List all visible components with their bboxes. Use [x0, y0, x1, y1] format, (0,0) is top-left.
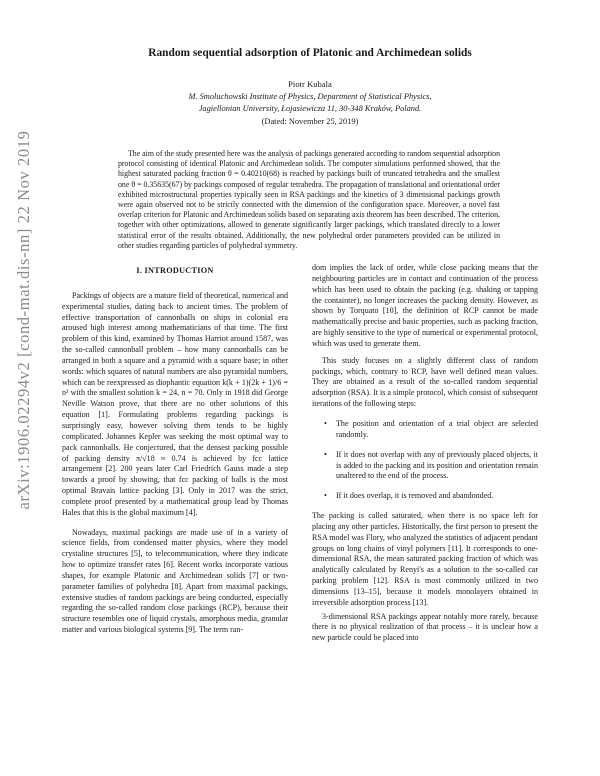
paper-title: Random sequential adsorption of Platonic and Archimedean solids	[148, 47, 472, 59]
intro-paragraph-3: dom implies the lack of order, while close packing means that the neighbouring particles are in contact and continuation of the process which has been used to obtain the packing (e.g. shaking or tapping the containter), no longer increases the packing density. However, as shown by Torquato [10], the definition of RCP cannot be made mathematically precise and basic properties, such as packing fraction, are highly sensitive to the type of numerical or experimental protocol, which was used to generate them.	[312, 263, 538, 348]
affiliation-line-2: Jagiellonian University, Łojasiewicza 11, 30-348 Kraków, Poland.	[198, 103, 422, 113]
section-heading: I. INTRODUCTION	[136, 266, 214, 275]
intro-paragraph-5: The packing is called saturated, when there is no space left for placing any other particles. Historically, the first person to present the RSA model was Flory, who analyzed the statistics of adjacent pendant groups on long chains of vinyl polymers [11]. It corresponds to one-dimensional RSA, the mean saturated packing fraction of which was analytically calculated by Renyi's as a solution to the so-called car parking problem [12]. RSA is most commonly utilized in two dimensions [13–15], because it models monolayers obtained in irreversible adsorption process [13].	[312, 511, 538, 607]
affiliation-line-1: M. Smoluchowski Institute of Physics, Department of Statistical Physics,	[188, 92, 432, 101]
rsa-steps-list	[312, 419, 538, 502]
date-line: (Dated: November 25, 2019)	[261, 117, 359, 126]
abstract: The aim of the study presented here was the analysis of packings generated according to random sequential adsorption protocol consisting of identical Platonic and Archimedean solids. The computer simulations performed showed, that the highest saturated packing fraction θ = 0.40210(68) is reached by packings built of truncated tetrahedra and the smallest one θ = 0.35635(67) by packings composed of regular tetrahedra. The propagation of translational and orientational order exhibited microstructural properties typically seen in RSA packings and the kinetics of 3 dimensional packings growth were again observed not to be strictly connected with the dimension of the configuration space. Moreover, a novel fast overlap criterion for Platonic and Archimedean solids based on separating axis theorem has been described. The criterion, together with other optimizations, allowed to generate significantly larger packings, which translated directly to a lower statistical error of the results obtained. Additionally, the new polyhedral order parameters provided can be utilized in other studies regarding particles of polyhedral symmetry.	[118, 149, 500, 250]
right-column	[312, 263, 538, 644]
arxiv-stamp-text: arXiv:1906.02294v2 [cond-mat.dis-nn] 22 Nov 2019	[14, 130, 33, 510]
intro-paragraph-4: This study focuses on a slightly different class of random packings, which, contrary to RCP, have well defined mean values. They are obtained as a result of the so-called random sequential adsorption (RSA). It is a simple protocol, which consist of subsequent iterations of the following steps:	[312, 355, 538, 409]
intro-paragraph-2: Nowadays, maximal packings are made use of in a variety of science fields, from condensed matter physics, where they model crystaline structures [5], to telecommunication, where they indicate how to optimize transfer rates [6]. Recent works incorporate various shapes, for example Platonic and Archimedean solids [7] or two-parameter families of polyhedra [8]. Apart from maximal packings, extensive studies of random packings are being conducted, especially regarding the so-called random close packings (RCP), because their structure resembles one of liquid crystals, amorphous media, granular matter and various biological systems [9]. The term ran-	[62, 527, 288, 635]
author-name: Piotr Kubala	[288, 79, 332, 89]
intro-paragraph-1: Packings of objects are a mature field of theoretical, numerical and experimental studies, dating back to ancient times. The problem of effective transportation of cannonballs on ships in colonial era aroused high interest among mathematicians of that time. The first problem of this kind, examined by Thomas Harriot around 1587, was the so-called cannonball problem – how many cannonballs can be arranged in both a square and a pyramid with a square base; in other words: which squares of natural numbers are also pyramidal numbers, which can be reexpressed as diophantic equation k(k + 1)(2k + 1)/6 = n² with the smallest solution k = 24, n = 70. Only in 1918 did George Neville Watson prove, that there are no other solutions of this equation [1]. Formulating problems regarding packings is surprisingly easy, however solving them tends to be highly complicated. Johannes Kepler was seeking the most optimal way to pack cannonballs. He conjectured, that the densest packing possible of packing density π/√18 ≈ 0.74 is achieved by fcc lattice arrangement [2]. 200 years later Carl Friedrich Gauss made a step towards a proof by showing, that fcc packing of balls is the most optimal Bravais lattice packing [3]. Only in 2017 was the strict, complete proof presented by a mathematical group lead by Thomas Hales that this is the global maximum [4].	[62, 290, 288, 517]
list-item: • If it does overlap, it is removed and abandonded.	[312, 491, 538, 502]
list-item: • If it does not overlap with any of previously placed objects, it is added to the packing and its position and orientation remain unaltered to the end of the process.	[312, 450, 538, 483]
arxiv-identifier-stamp	[0, 40, 48, 600]
intro-paragraph-6: 3-dimensional RSA packings appear notably more rarely, because there is no physical realization of that process – it is unclear how a new particle could be placed into	[312, 611, 538, 643]
author-affiliation	[60, 91, 560, 114]
left-column	[62, 266, 288, 636]
list-item: • The position and orientation of a trial object are selected randomly.	[312, 419, 538, 441]
